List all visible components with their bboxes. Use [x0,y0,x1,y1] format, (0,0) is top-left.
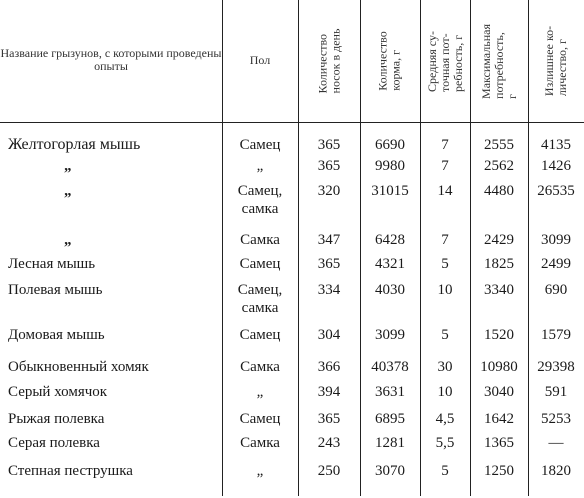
header-avg [420,4,470,118]
row-excess: 4135 [541,137,571,153]
row-count: 334 [317,282,341,298]
row-name: Серая полевка [8,435,100,451]
row-max: 1365 [484,435,514,451]
row-sex: Самец [239,411,281,427]
row-max: 4480 [484,183,514,199]
row-max: 1642 [484,411,514,427]
row-excess: — [548,435,564,451]
row-max: 10980 [480,359,518,375]
row-feed: 4321 [375,256,405,272]
row-avg: 4,5 [435,411,455,427]
row-count: 366 [317,359,341,375]
row-count: 365 [317,411,341,427]
row-max: 1825 [484,256,514,272]
row-excess: 26535 [537,183,575,199]
row-sex: Самец [239,256,281,272]
row-feed: 9980 [375,158,405,174]
row-name: Лесная мышь [8,256,96,272]
row-excess: 1820 [541,463,571,479]
row-name: Полевая мышь [8,282,103,298]
row-avg: 14 [437,183,453,199]
row-max: 3340 [484,282,514,298]
row-avg: 5,5 [435,435,455,451]
row-max: 2429 [484,232,514,248]
row-count: 243 [317,435,341,451]
row-avg: 10 [437,282,453,298]
row-excess: 690 [544,282,568,298]
row-avg: 30 [437,359,453,375]
row-feed: 6428 [375,232,405,248]
row-avg: 7 [441,232,449,248]
row-max: 2555 [484,137,514,153]
row-sex: Самка [240,232,280,248]
row-feed: 3631 [375,384,405,400]
row-feed: 31015 [371,183,409,199]
row-name: Серый хомячок [8,384,108,400]
header-name: Название грызунов, с которыми проведены опыты [0,46,222,73]
row-count: 320 [317,183,341,199]
row-sex: „ [256,384,264,400]
row-name: Обыкновенный хомяк [8,359,149,375]
row-feed: 6690 [375,137,405,153]
row-excess: 1426 [541,158,571,174]
row-avg: 5 [441,463,449,479]
row-count: 394 [317,384,341,400]
row-sex: Самка [240,435,280,451]
row-excess: 2499 [541,256,571,272]
row-avg: 7 [441,158,449,174]
row-max: 3040 [484,384,514,400]
header-count [298,4,360,118]
header-feed [360,4,420,118]
row-count: 365 [317,256,341,272]
row-sex: Самец [239,327,281,343]
header-max-label: Максимальная потребность, г [478,23,519,99]
row-avg: 5 [441,327,449,343]
row-avg: 5 [441,256,449,272]
row-count: 347 [317,232,341,248]
row-sex: „ [256,158,264,174]
header-divider [0,122,584,123]
row-feed: 3099 [375,327,405,343]
header-avg-label: Средняя су- точная пот- ребность, г [424,30,465,92]
row-max: 1250 [484,463,514,479]
row-excess: 591 [544,384,568,400]
row-avg: 7 [441,137,449,153]
row-excess: 29398 [537,359,575,375]
row-sex: Самец, самка [237,282,283,316]
row-name: Степная пеструшка [8,463,133,479]
header-sex: Пол [249,52,271,67]
row-sex: Самец [239,137,281,153]
row-avg: 10 [437,384,453,400]
header-count-label: Количество носок в день [315,28,342,94]
header-excess [528,4,584,118]
row-excess: 3099 [541,232,571,248]
row-count: 304 [317,327,341,343]
row-name: „ [64,183,72,199]
row-max: 2562 [484,158,514,174]
row-sex: Самка [240,359,280,375]
row-count: 365 [317,137,341,153]
row-name: Желтогорлая мышь [8,136,141,153]
row-name: „ [64,158,72,174]
row-name: „ [64,232,72,248]
row-feed: 6895 [375,411,405,427]
row-sex: Самец, самка [237,183,283,217]
header-feed-label: Количество корма, г [375,31,403,91]
row-max: 1520 [484,327,514,343]
row-name: Рыжая полевка [8,411,105,427]
row-count: 250 [317,463,341,479]
header-excess-label: Излишнее ко- личество, г [542,25,570,97]
row-excess: 5253 [541,411,571,427]
row-feed: 1281 [375,435,405,451]
row-feed: 4030 [375,282,405,298]
row-count: 365 [317,158,341,174]
header-max [470,4,528,118]
row-name: Домовая мышь [8,327,105,343]
row-feed: 3070 [375,463,405,479]
row-sex: „ [256,463,264,479]
row-excess: 1579 [541,327,571,343]
row-feed: 40378 [371,359,409,375]
